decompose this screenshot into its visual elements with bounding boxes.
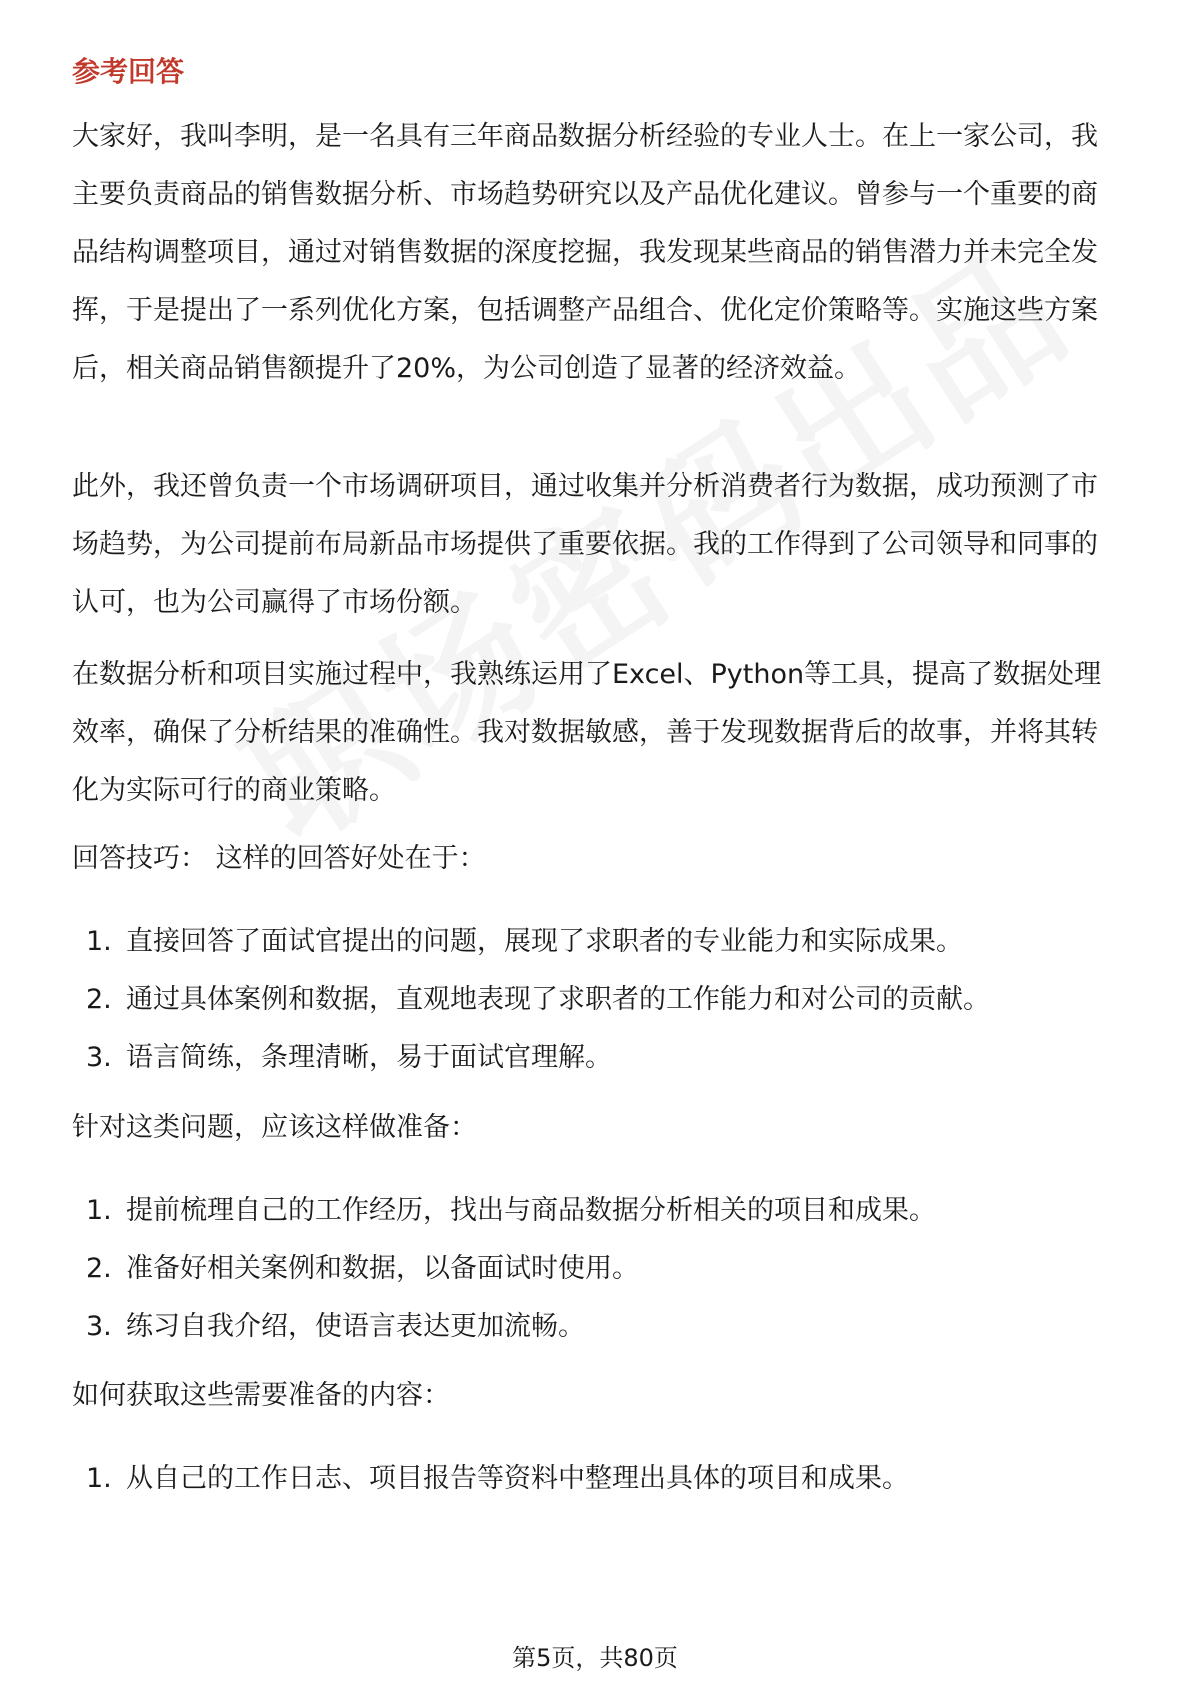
list-number: 2. (86, 984, 112, 1015)
list-text: 从自己的工作日志、项目报告等资料中整理出具体的项目和成果。 (126, 1463, 909, 1494)
obtain-label: 如何获取这些需要准备的内容： (72, 1380, 450, 1411)
list-item (86, 913, 990, 971)
list-number: 1. (86, 1195, 112, 1226)
obtain-list (86, 1450, 909, 1508)
list-text: 提前梳理自己的工作经历，找出与商品数据分析相关的项目和成果。 (126, 1195, 936, 1226)
paragraph-intro: 大家好，我叫李明，是一名具有三年商品数据分析经验的专业人士。在上一家公司，我主要负责商品的销售数据分析、市场趋势研究以及产品优化建议。曾参与一个重要的商品结构调整项目，通过对销售数据的深度挖掘，我发现某些商品的销售潜力并未完全发挥，于是提出了一系列优化方案，包括调整产品组合、优化定价策略等。实施这些方案后，相关商品销售额提升了20%，为公司创造了显著的经济效益。 (72, 121, 1098, 384)
tips-list (86, 913, 990, 1087)
list-text: 准备好相关案例和数据，以备面试时使用。 (126, 1253, 639, 1284)
list-text: 直接回答了面试官提出的问题，展现了求职者的专业能力和实际成果。 (126, 926, 963, 957)
list-text: 语言简练，条理清晰，易于面试官理解。 (126, 1042, 612, 1073)
list-text: 练习自我介绍，使语言表达更加流畅。 (126, 1311, 585, 1342)
list-number: 3. (86, 1311, 112, 1342)
prepare-list (86, 1182, 936, 1356)
list-text: 通过具体案例和数据，直观地表现了求职者的工作能力和对公司的贡献。 (126, 984, 990, 1015)
list-number: 1. (86, 926, 112, 957)
section-heading: 参考回答 (72, 55, 185, 88)
list-number: 3. (86, 1042, 112, 1073)
list-item (86, 1182, 936, 1240)
list-item (86, 971, 990, 1029)
paragraph-skills: 在数据分析和项目实施过程中，我熟练运用了Excel、Python等工具，提高了数据处理效率，确保了分析结果的准确性。我对数据敏感，善于发现数据背后的故事，并将其转化为实际可行的商业策略。 (72, 659, 1102, 806)
list-item (86, 1298, 936, 1356)
page-number: 第5页，共80页 (512, 1644, 678, 1672)
list-item (86, 1450, 909, 1508)
tips-label: 回答技巧： 这样的回答好处在于： (72, 843, 486, 874)
list-item (86, 1029, 990, 1087)
paragraph-project: 此外，我还曾负责一个市场调研项目，通过收集并分析消费者行为数据，成功预测了市场趋势，为公司提前布局新品市场提供了重要依据。我的工作得到了公司领导和同事的认可，也为公司赢得了市场份额。 (72, 471, 1098, 618)
list-number: 1. (86, 1463, 112, 1494)
list-number: 2. (86, 1253, 112, 1284)
list-item (86, 1240, 936, 1298)
prepare-label: 针对这类问题，应该这样做准备： (72, 1112, 477, 1143)
